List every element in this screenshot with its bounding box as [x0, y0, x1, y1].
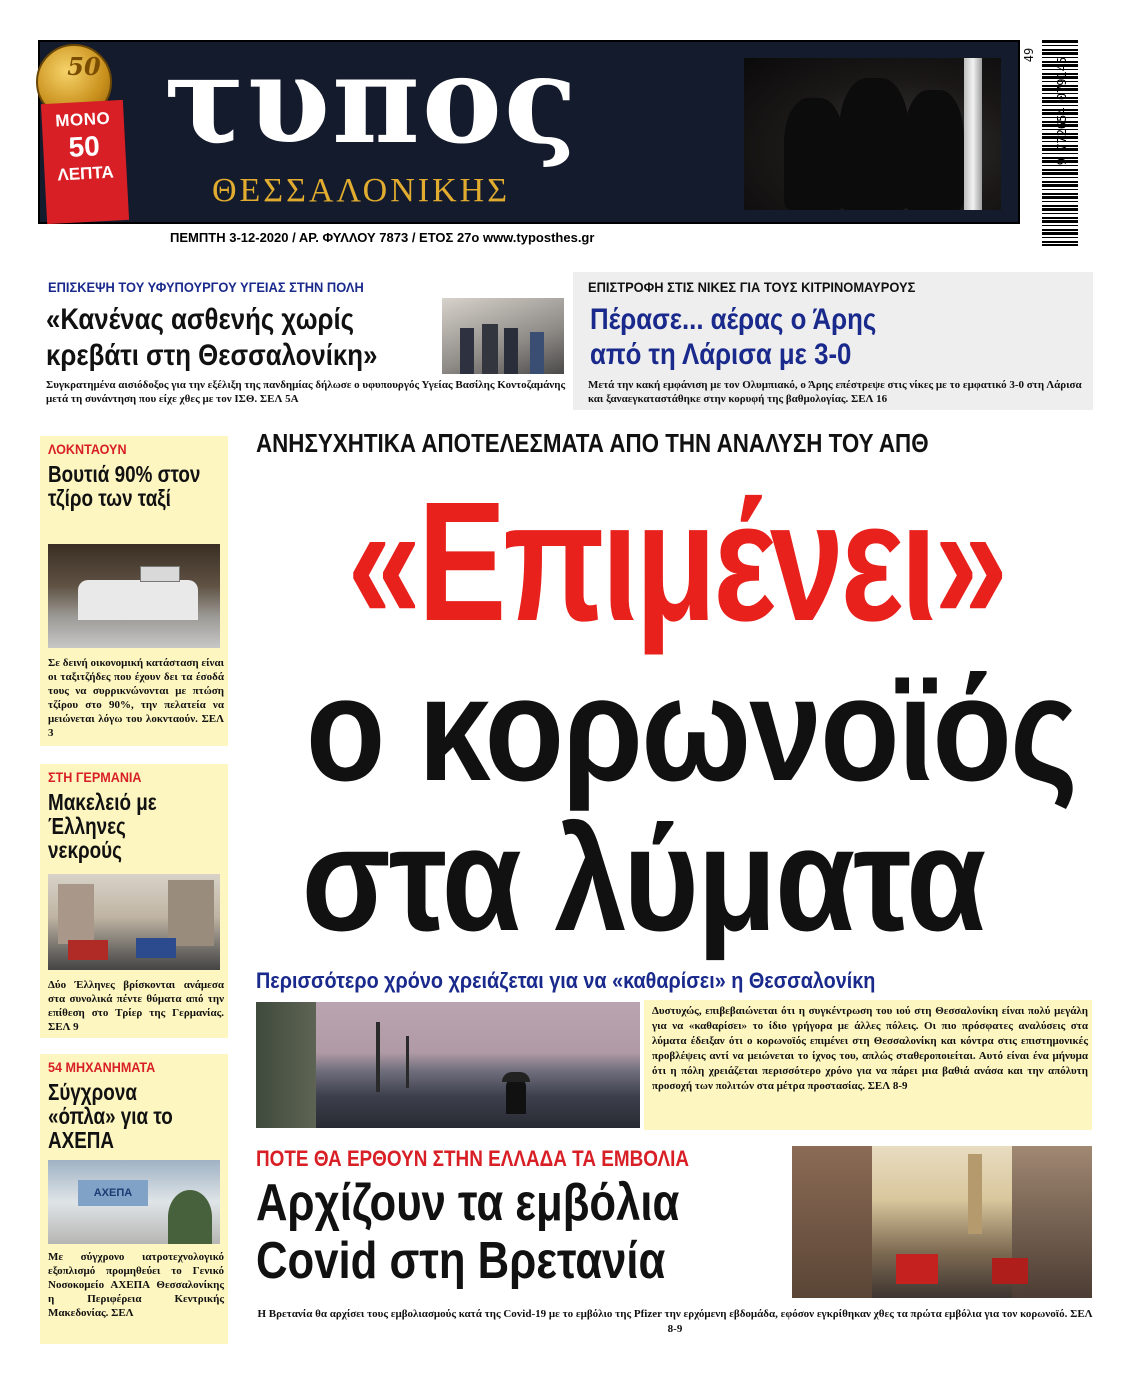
building-facade [58, 884, 94, 944]
red-bus [992, 1258, 1028, 1284]
player-silhouette [904, 90, 964, 210]
ahepa-hospital-photo [48, 1160, 220, 1244]
story2-headline[interactable] [590, 302, 951, 372]
person-silhouette [460, 328, 474, 374]
person-silhouette [482, 324, 498, 374]
thessaloniki-waterfront-photo [256, 1002, 640, 1128]
fire-truck [68, 940, 108, 960]
main-kicker: ΑΝΗΣΥΧΗΤΙΚΑ ΑΠΟΤΕΛΕΣΜΑΤΑ ΑΠΟ ΤΗΝ ΑΝΑΛΥΣΗ ΤΟΥ ΑΠΘ [256, 428, 929, 458]
main-story-text: Δυστυχώς, επιβεβαιώνεται ότι η συγκέντρωση του ιού στη Θεσσαλονίκη είναι πολύ μεγάλη για να «καθαρίσει» το ίδιο γρήγορα με άλλες πόλεις. Οι πιο πρόσφατες αναλύσεις στα λύματα έδειξαν ότι ο κορωνοϊός επιμένει στη Θεσσαλονίκη και κόντρα στις επιστημονικές προβλέψεις αντί να μειώνεται το ίχνος του, απλώς σταθεροποιείται. Αυτό είναι ένα μήνυμα ότι η πόλη χρειάζεται περισσότερο χρόνο για να πάρει μια βαθιά ανάσα και την απόλυτη προσοχή των πολιτών στα μέτρα προστασίας. ΣΕΛ 8-9 [652, 1005, 1088, 1092]
germany-street-photo [48, 874, 220, 970]
player-silhouette [784, 98, 844, 210]
building-left [792, 1146, 872, 1298]
vaccine-story-text: Η Βρετανία θα αρχίσει τους εμβολιασμούς κατά της Covid-19 με το εμβόλιο της Pfizer την ερχόμενη εβδομάδα, εφόσον εγκρίθηκαν χθες τα πρώτα εμβόλια για τον κορωνοϊό. ΣΕΛ 8-9 [257, 1308, 1093, 1335]
newspaper-logo: τυπος [164, 30, 579, 171]
story2-kicker: ΕΠΙΣΤΡΟΦΗ ΣΤΙΣ ΝΙΚΕΣ ΓΙΑ ΤΟΥΣ ΚΙΤΡΙΝΟΜΑΥΡΟΥΣ [588, 279, 916, 295]
main-subheadline: Περισσότερο χρόνο χρειάζεται για να «καθαρίσει» η Θεσσαλονίκη [256, 968, 876, 993]
taxi-photo [48, 544, 220, 648]
tree [168, 1190, 212, 1244]
umbrella-icon [502, 1072, 530, 1082]
vaccine-headline-line1: Αρχίζουν τα εμβόλια [256, 1174, 680, 1232]
person-silhouette [504, 328, 518, 374]
price-tag [41, 100, 129, 224]
sidebar-ahepa-text: Με σύγχρονο ιατροτεχνολογικό εξοπλισμό προμηθεύει το Γενικό Νοσοκομείο ΑΧΕΠΑ Θεσσαλονίκης η Περιφέρεια Κεντρικής Μακεδονίας. ΣΕΛ [48, 1251, 224, 1319]
london-street-photo [792, 1146, 1092, 1298]
sidebar-ahepa-headline[interactable]: Σύγχρονα «όπλα» για το ΑΧΕΠΑ [48, 1079, 173, 1153]
sidebar-germany-kicker: ΣΤΗ ΓΕΡΜΑΝΙΑ [48, 769, 142, 785]
issue-code: 49 [1022, 47, 1037, 63]
sidebar-taxi-text: Σε δεινή οικονομική κατάσταση είναι οι ταξιτζήδες που έχουν δει τα έσοδά τους να συρρικνώνονται με πτώση τζίρου στο 90%, την πελατεία να μειώνεται λόγω του λοκνταούν. ΣΕΛ 3 [48, 657, 224, 739]
goal-post [964, 58, 982, 210]
sidebar-germany-headline[interactable]: Μακελειό με Έλληνες νεκρούς [48, 789, 157, 863]
ahepa-sign: ΑΧΕΠΑ [78, 1180, 148, 1206]
story1-text: Συγκρατημένα αισιόδοξος για την εξέλιξη της πανδημίας δήλωσε ο υφυπουργός Υγείας Βασίλης Κοντοζαμάνης μετά τη συνάντηση που είχε χθες με τον ΙΣΘ. ΣΕΛ 5Α [46, 379, 566, 405]
vaccine-kicker: ΠΟΤΕ ΘΑ ΕΡΘΟΥΝ ΣΤΗΝ ΕΛΛΑΔΑ ΤΑ ΕΜΒΟΛΙΑ [256, 1146, 690, 1171]
football-celebration-photo [744, 58, 1001, 210]
price-line-2: 50 [67, 130, 101, 163]
price-line-3: ΛΕΠΤΑ [56, 162, 115, 185]
player-silhouette [839, 78, 909, 210]
vaccine-headline-line2: Covid στη Βρετανία [256, 1232, 666, 1290]
lamp-post [376, 1022, 380, 1092]
trees [256, 1002, 316, 1128]
big-ben-tower [968, 1154, 982, 1234]
sidebar-taxi-kicker: ΛΟΚΝΤΑΟΥΝ [48, 441, 127, 457]
story2-headline-line1: Πέρασε... αέρας ο Άρης [590, 303, 877, 336]
police-car [136, 938, 176, 958]
story1-headline-line2: κρεβάτι στη Θεσσαλονίκη» [46, 339, 378, 372]
sidebar-germany-text: Δύο Έλληνες βρίσκονται ανάμεσα στα συνολικά πέντε θύματα από την επίθεση στο Τρίερ της Γερμανίας. ΣΕΛ 9 [48, 979, 224, 1033]
hospital-visit-photo [442, 298, 564, 374]
story2-text: Μετά την κακή εμφάνιση με τον Ολυμπιακό, ο Άρης επέστρεψε στις νίκες με το εμφατικό 3-0 στη Λάρισα και ξαναεγκαταστάθηκε στην κορυφή της βαθμολογίας. ΣΕΛ 16 [588, 379, 1082, 405]
dateline: ΠΕΜΠΤΗ 3-12-2020 / ΑΡ. ΦΥΛΛΟΥ 7873 / ΕΤΟΣ 27ο www.typosthes.gr [170, 230, 595, 245]
person-silhouette [530, 332, 544, 374]
story1-kicker: ΕΠΙΣΚΕΨΗ ΤΟΥ ΥΦΥΠΟΥΡΓΟΥ ΥΓΕΙΑΣ ΣΤΗΝ ΠΟΛΗ [48, 279, 364, 295]
main-headline-red[interactable]: «Επιμένει» [347, 467, 1005, 657]
story1-headline-line1: «Κανένας ασθενής χωρίς [46, 303, 355, 336]
story2-headline-line2: από τη Λάρισα με 3-0 [590, 338, 852, 371]
main-headline-line2[interactable]: στα λύματα [301, 797, 985, 962]
building-facade [168, 880, 214, 946]
taxi-roof [78, 580, 198, 620]
newspaper-subtitle: ΘΕΣΣΑΛΟΝΙΚΗΣ [211, 172, 511, 209]
red-bus [896, 1254, 938, 1284]
price-line-1: ΜΟΝΟ [54, 108, 111, 131]
barcode [1030, 40, 1078, 246]
taxi-sign [140, 566, 180, 582]
barcode-number: 9 772654 079145 [1055, 56, 1069, 166]
sidebar-ahepa-kicker: 54 ΜΗΧΑΝΗΜΑΤΑ [48, 1059, 156, 1075]
story1-headline[interactable] [46, 302, 381, 374]
sidebar-taxi-headline[interactable]: Βουτιά 90% στον τζίρο των ταξί [48, 461, 201, 511]
vaccine-headline[interactable] [256, 1174, 726, 1290]
coin-value: 50 [67, 52, 101, 81]
main-headline-line1[interactable]: ο κορωνοϊός [305, 647, 1077, 812]
lamp-post [406, 1036, 409, 1088]
person-with-umbrella [506, 1080, 526, 1114]
